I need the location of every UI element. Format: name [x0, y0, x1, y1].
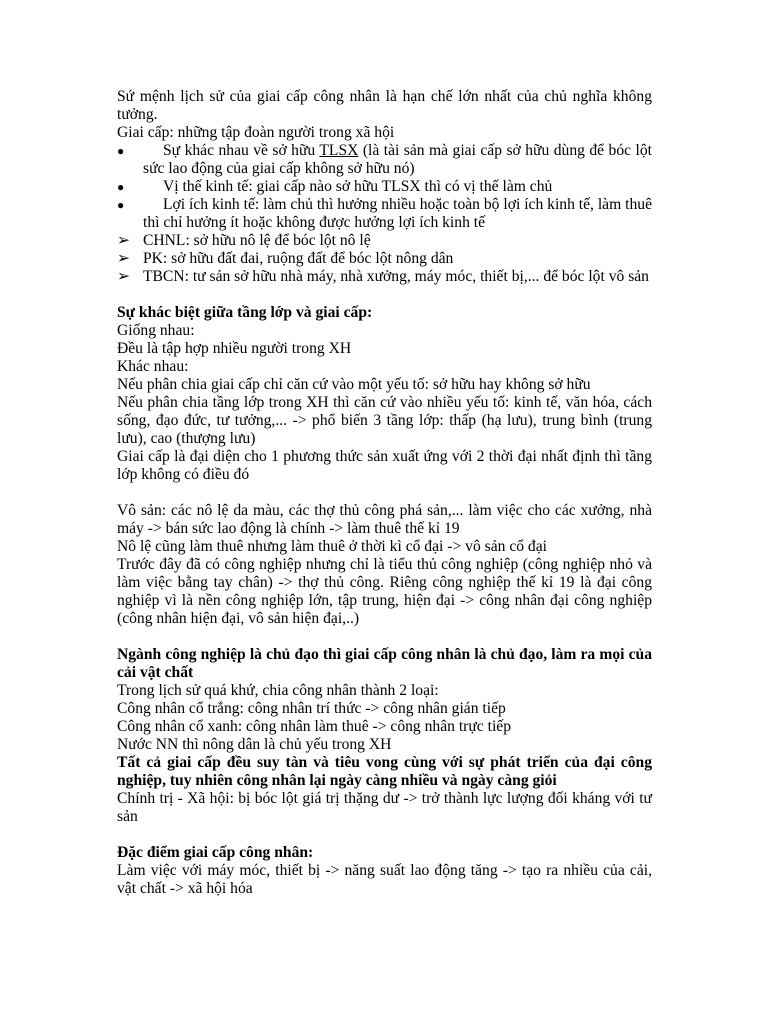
- section-heading: Ngành công nghiệp là chủ đạo thì giai cấp công nhân là chủ đạo, làm ra mọi của cải vật chất: [117, 646, 652, 681]
- arrow-item: [117, 250, 652, 268]
- section-line: Nếu phân chia tầng lớp trong XH thì căn cứ vào nhiều yếu tố: kinh tế, văn hóa, cách sống, đạo đức, tư tưởng,... -> phổ biến 3 tầng lớp: thấp (hạ lưu), trung bình (trung lưu), cao (thượng lưu): [117, 394, 652, 447]
- bullet-text-end: (là tài sản mà giai cấp sở hữu dùng để bóc lột sức lao động của giai cấp không sở hữu nó): [143, 142, 652, 177]
- section-line: Nếu phân chia giai cấp chỉ căn cứ vào một yếu tố: sở hữu hay không sở hữu: [117, 376, 591, 393]
- arrow-marker-icon: ➢: [117, 268, 131, 285]
- bullet-marker-icon: ●: [117, 198, 125, 212]
- section-line: Đều là tập hợp nhiều người trong XH: [117, 340, 352, 357]
- arrow-marker-icon: ➢: [117, 250, 131, 267]
- bullet-marker-icon: ●: [117, 144, 125, 158]
- arrow-item: [117, 268, 652, 286]
- underlined-term: TLSX: [319, 142, 359, 159]
- arrow-text: TBCN: tư sản sở hữu nhà máy, nhà xưởng, máy móc, thiết bị,... để bóc lột vô sản: [143, 268, 649, 285]
- bullet-item: [117, 142, 652, 178]
- bullet-marker-icon: ●: [117, 180, 125, 194]
- section-line: Nô lệ cũng làm thuê nhưng làm thuê ở thời kì cổ đại -> vô sản cổ đại: [117, 538, 547, 555]
- section-line: Công nhân cổ trắng: công nhân trí thức -> công nhân gián tiếp: [117, 700, 506, 717]
- section-line: Khác nhau:: [117, 358, 189, 375]
- document-body: [117, 88, 652, 898]
- section-line: Trước đây đã có công nghiệp nhưng chỉ là tiểu thủ công nghiệp (công nghiệp nhỏ và làm việc bằng tay chân) -> thợ thủ công. Riêng công nghiệp thế kỉ 19 là đại công nghiệp vì là nền công nghiệp lớn, tập trung, hiện đại -> công nhân đại công nghiệp (công nhân hiện đại, vô sản hiện đại,..): [117, 556, 652, 627]
- bullet-text: Vị thế kinh tế: giai cấp nào sở hữu TLSX thì có vị thế làm chủ: [163, 178, 553, 195]
- bullet-text: Lợi ích kinh tế: làm chủ thì hưởng nhiều hoặc toàn bộ lợi ích kinh tế, làm thuê thì chỉ hưởng ít hoặc không được hưởng lợi ích kinh tế: [143, 196, 652, 231]
- bullet-item: [117, 196, 652, 232]
- paragraph-gap: [117, 484, 652, 502]
- paragraph-gap: [117, 628, 652, 646]
- arrow-text: CHNL: sở hữu nô lệ để bóc lột nô lệ: [143, 232, 371, 249]
- section-line: Chính trị - Xã hội: bị bóc lột giá trị thặng dư -> trở thành lực lượng đối kháng với tư sản: [117, 790, 652, 825]
- section-line: Nước NN thì nông dân là chủ yếu trong XH: [117, 736, 392, 753]
- intro-paragraph: Sứ mệnh lịch sử của giai cấp công nhân là hạn chế lớn nhất của chủ nghĩa không tưởng.: [117, 88, 652, 123]
- bullet-text-start: Sự khác nhau về sở hữu: [163, 142, 320, 159]
- section-heading: Sự khác biệt giữa tầng lớp và giai cấp:: [117, 304, 373, 321]
- arrow-item: [117, 232, 652, 250]
- paragraph-gap: [117, 826, 652, 844]
- section-line: Giai cấp là đại diện cho 1 phương thức sản xuất ứng với 2 thời đại nhất định thì tầng lớp không có điều đó: [117, 448, 652, 483]
- bullet-text: [143, 142, 652, 178]
- section-line: Công nhân cổ xanh: công nhân làm thuê -> công nhân trực tiếp: [117, 718, 511, 735]
- bold-statement: Tất cả giai cấp đều suy tàn và tiêu vong cùng với sự phát triển của đại công nghiệp, tuy nhiên công nhân lại ngày càng nhiều và ngày càng giỏi: [117, 754, 652, 789]
- section-line: Trong lịch sử quá khứ, chia công nhân thành 2 loại:: [117, 682, 439, 699]
- intro-definition: Giai cấp: những tập đoàn người trong xã hội: [117, 124, 395, 141]
- section-line: Vô sản: các nô lệ da màu, các thợ thủ công phá sản,... làm việc cho các xưởng, nhà máy -> bán sức lao động là chính -> làm thuê thế kỉ 19: [117, 502, 652, 537]
- arrow-text: PK: sở hữu đất đai, ruộng đất để bóc lột nông dân: [143, 250, 454, 267]
- section-line: Làm việc với máy móc, thiết bị -> năng suất lao động tăng -> tạo ra nhiều của cải, vật chất -> xã hội hóa: [117, 862, 652, 897]
- arrow-marker-icon: ➢: [117, 232, 131, 249]
- bullet-item: [117, 178, 652, 196]
- section-heading: Đặc điểm giai cấp công nhân:: [117, 844, 314, 861]
- paragraph-gap: [117, 286, 652, 304]
- section-line: Giống nhau:: [117, 322, 195, 339]
